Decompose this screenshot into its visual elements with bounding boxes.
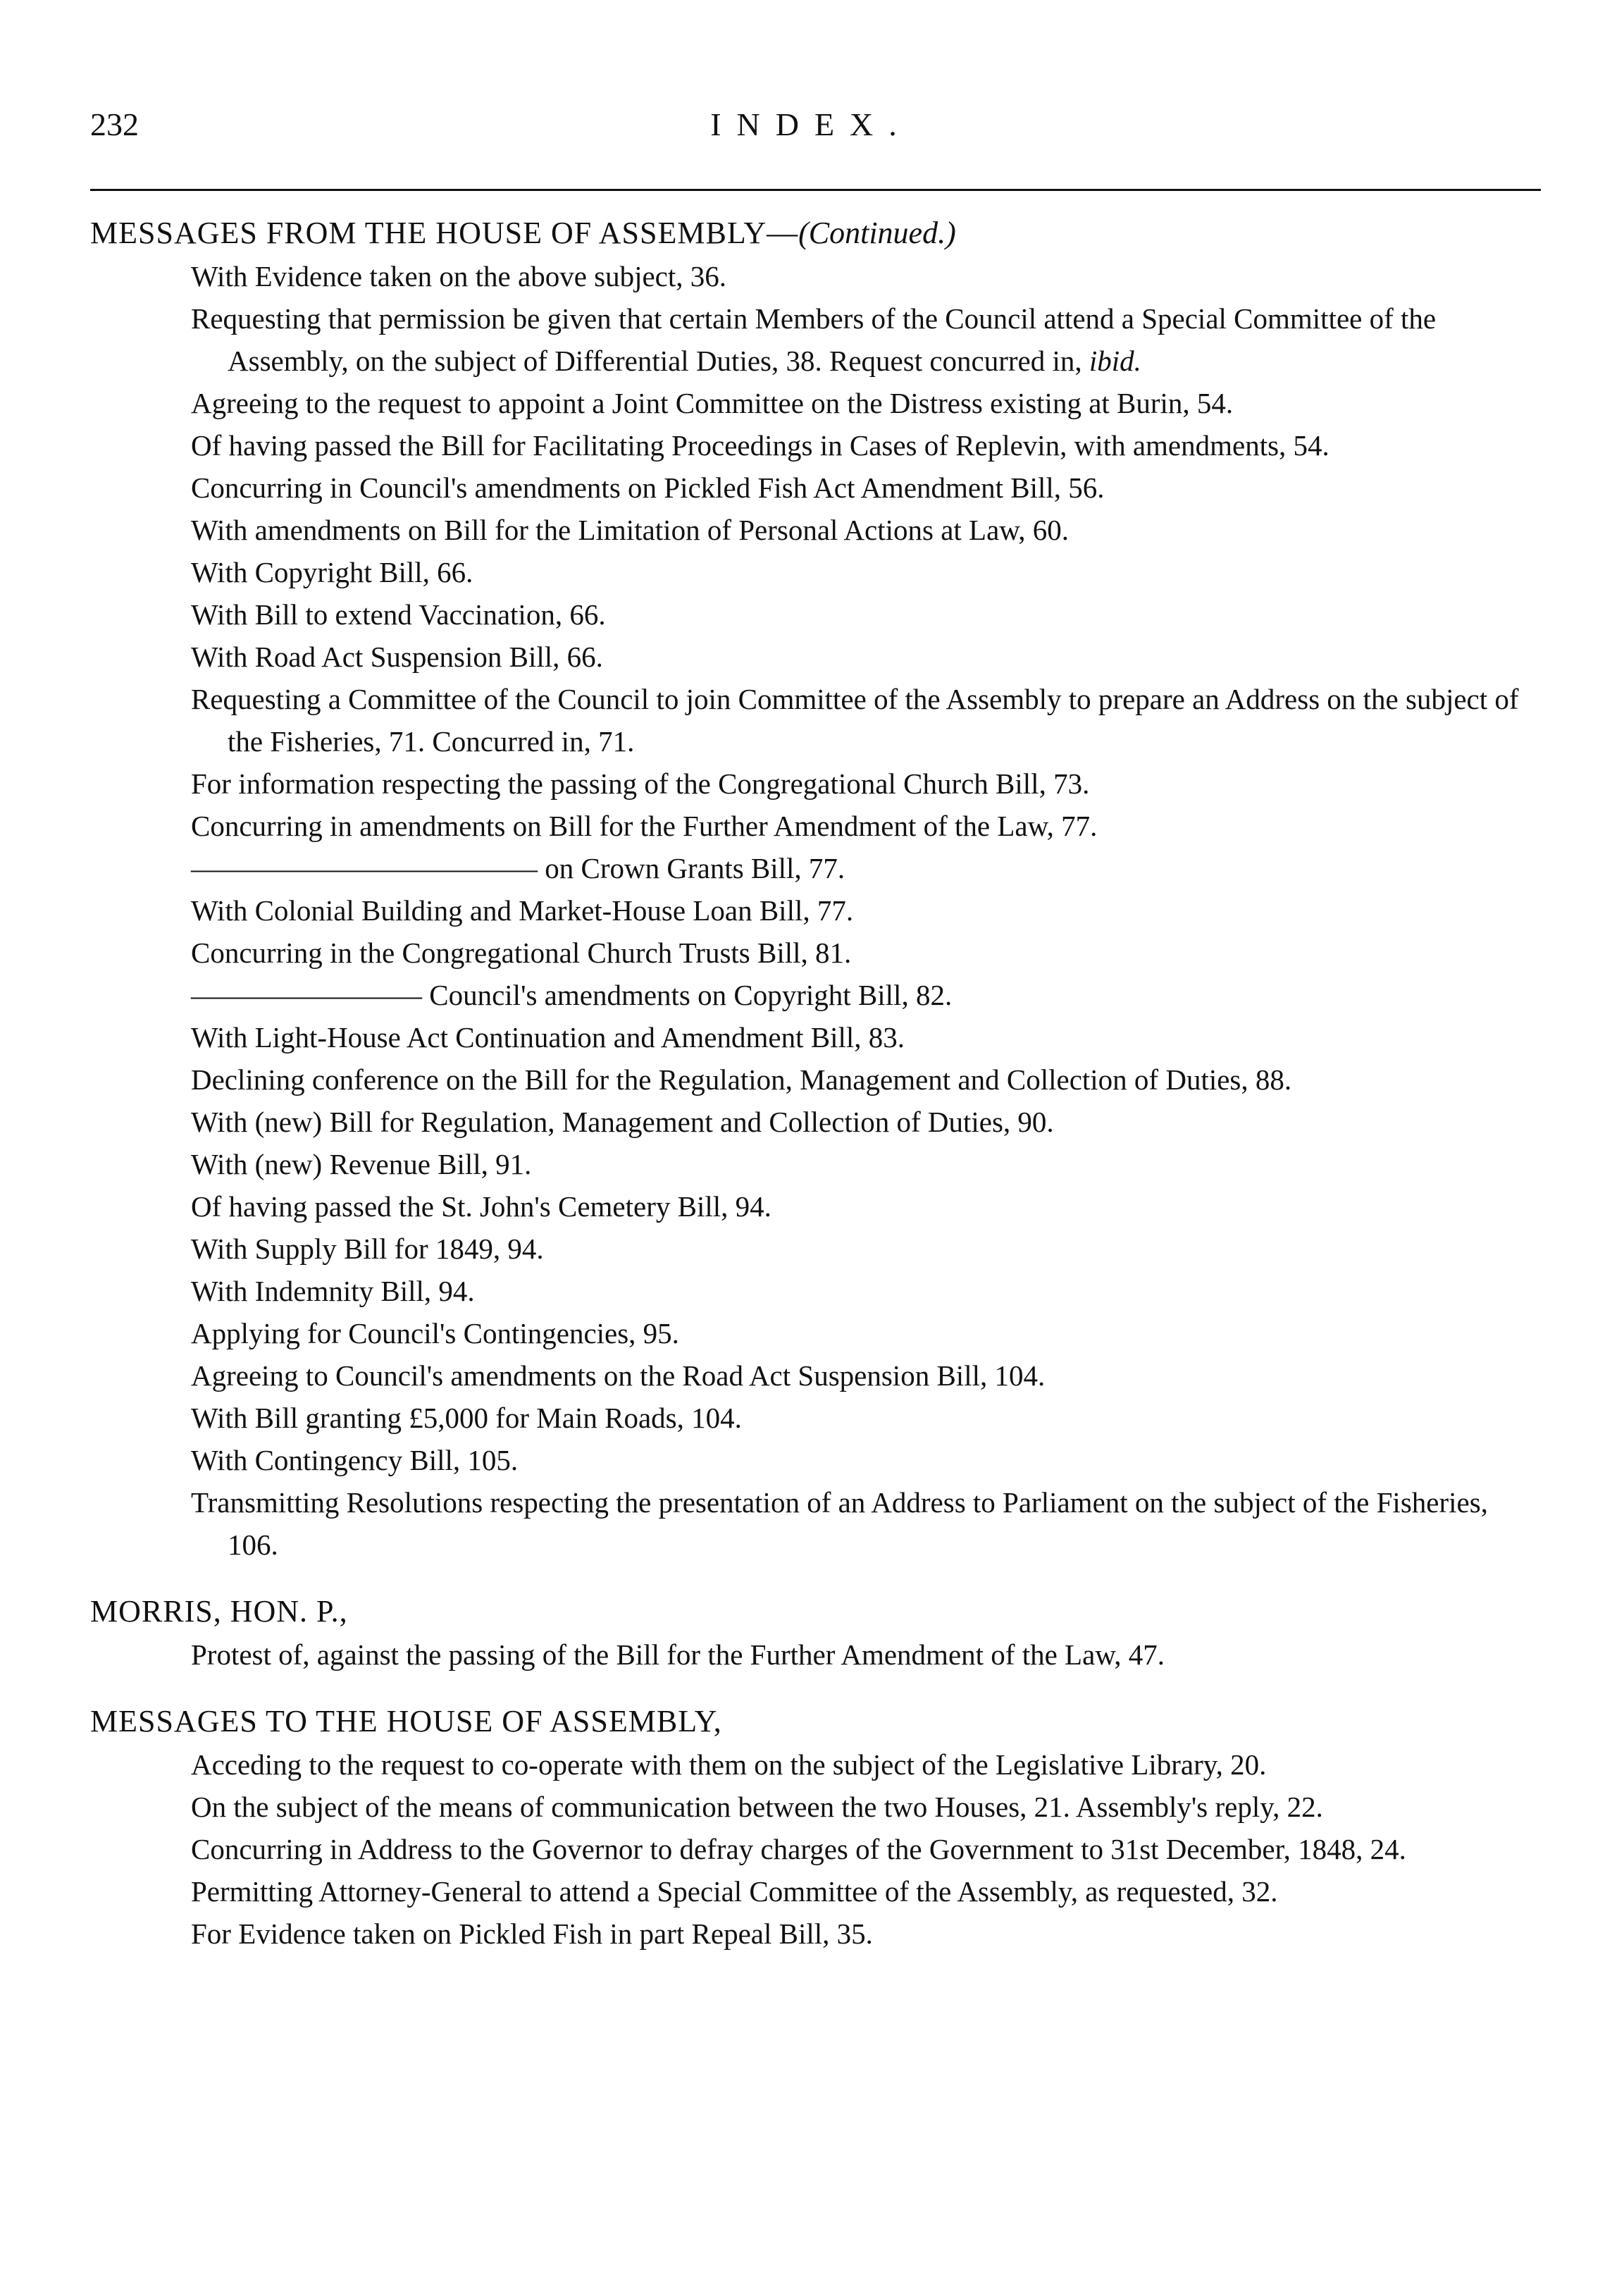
index-entry: For information respecting the passing of the Congregational Church Bill, 73. [191,767,1090,800]
index-entry: Acceding to the request to co-operate with them on the subject of the Legislative Library, 20. [191,1748,1267,1781]
section-heading [90,211,1542,255]
index-entry: On the subject of the means of communication between the two Houses, 21. Assembly's reply, 22. [191,1791,1323,1823]
header-rule [90,189,1541,191]
index-section [90,211,1542,1566]
index-entry: ———————————— on Crown Grants Bill, 77. [191,852,845,884]
index-entry: Permitting Attorney-General to attend a Special Committee of the Assembly, as requested, 32. [191,1875,1278,1908]
index-entry: Declining conference on the Bill for the Regulation, Management and Collection of Duties, 88. [191,1063,1292,1096]
index-entry: Agreeing to Council's amendments on the Road Act Suspension Bill, 104. [191,1359,1046,1392]
index-entry: Applying for Council's Contingencies, 95. [191,1317,679,1349]
index-entry: With Indemnity Bill, 94. [191,1275,475,1307]
index-entry: With (new) Bill for Regulation, Management and Collection of Duties, 90. [191,1106,1054,1138]
index-entry: With (new) Revenue Bill, 91. [191,1148,532,1180]
index-entry: With Supply Bill for 1849, 94. [191,1232,544,1265]
index-entry: With Copyright Bill, 66. [191,556,473,588]
page-number: 232 [90,106,139,142]
index-entry: For Evidence taken on Pickled Fish in part Repeal Bill, 35. [191,1917,873,1950]
index-entry: With Bill granting £5,000 for Main Roads, 104. [191,1402,742,1434]
index-entry: Of having passed the St. John's Cemetery Bill, 94. [191,1190,771,1223]
index-entry: With Colonial Building and Market-House Loan Bill, 77. [191,894,854,927]
section-heading-text: MORRIS, HON. P., [90,1594,348,1629]
page-header [90,106,1532,155]
page-title: INDEX. [710,106,912,142]
section-heading-text: MESSAGES TO THE HOUSE OF ASSEMBLY, [90,1704,722,1738]
index-entry: Requesting that permission be given that certain Members of the Council attend a Special Committee of the Assembly, on the subject of Differential Duties, 38. Request concurred in, ibid. [191,302,1437,377]
index-entry: With Evidence taken on the above subject, 36. [191,260,727,292]
section-heading-text: MESSAGES FROM THE HOUSE OF ASSEMBLY— [90,216,799,250]
index-entry: Concurring in Address to the Governor to defray charges of the Government to 31st December, 1848, 24. [191,1833,1406,1865]
index-entry: Requesting a Committee of the Council to join Committee of the Assembly to prepare an Address on the subject of the Fisheries, 71. Concurred in, 71. [191,683,1519,758]
index-entry: Of having passed the Bill for Facilitating Proceedings in Cases of Replevin, with amendments, 54. [191,429,1329,462]
index-entry: Concurring in amendments on Bill for the Further Amendment of the Law, 77. [191,810,1098,842]
index-entry: Concurring in the Congregational Church Trusts Bill, 81. [191,937,852,969]
index-entry: Protest of, against the passing of the Bill for the Further Amendment of the Law, 47. [191,1638,1165,1671]
index-content [90,211,1542,1955]
section-heading-continued: (Continued.) [798,216,956,250]
section-heading [90,1590,1542,1633]
index-entry: With Light-House Act Continuation and Amendment Bill, 83. [191,1021,905,1054]
index-entry: With Bill to extend Vaccination, 66. [191,598,606,631]
index-entry: Agreeing to the request to appoint a Joint Committee on the Distress existing at Burin, 54. [191,387,1234,419]
section-heading [90,1700,1542,1743]
index-entry: With Road Act Suspension Bill, 66. [191,641,603,673]
index-entry: ———————— Council's amendments on Copyright Bill, 82. [191,979,953,1011]
index-section [90,1700,1542,1955]
index-entry: With amendments on Bill for the Limitation of Personal Actions at Law, 60. [191,514,1069,546]
index-entry: Concurring in Council's amendments on Pickled Fish Act Amendment Bill, 56. [191,471,1105,504]
index-entry: Transmitting Resolutions respecting the presentation of an Address to Parliament on the subject of the Fisheries, 106. [191,1486,1488,1561]
index-section [90,1590,1542,1676]
index-entry: With Contingency Bill, 105. [191,1444,519,1476]
